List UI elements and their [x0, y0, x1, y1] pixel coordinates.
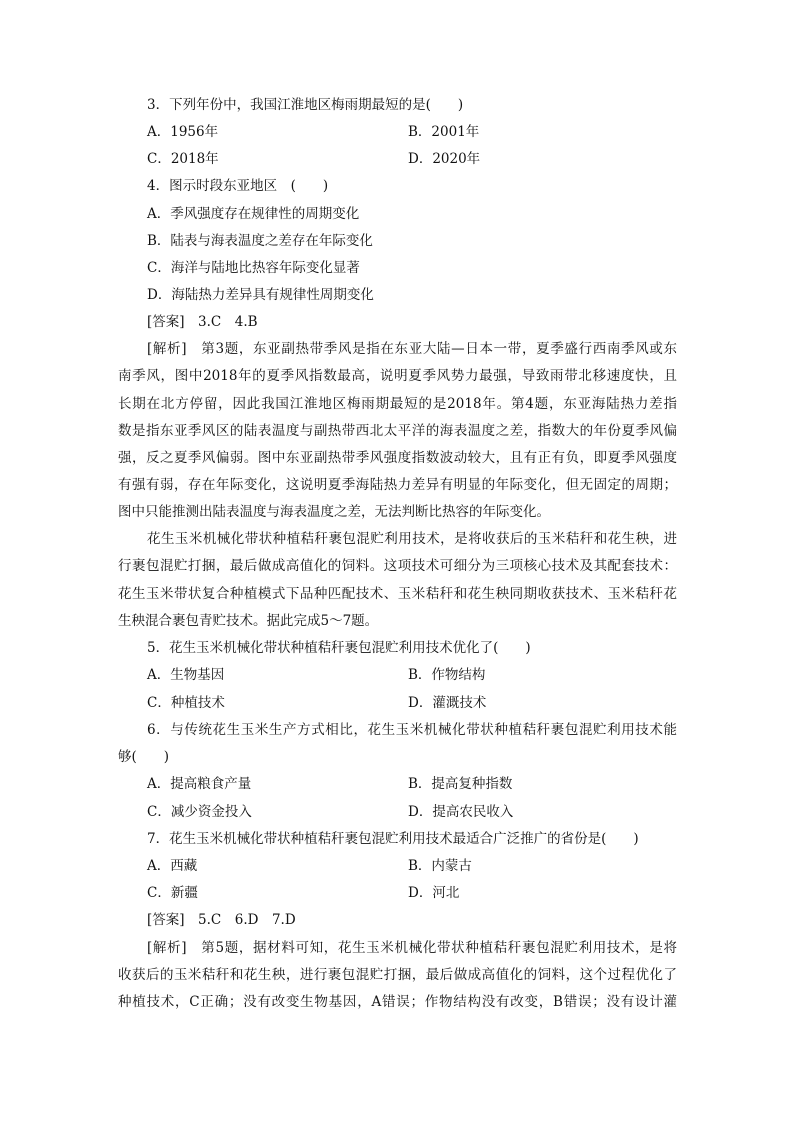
analysis-5-7-line: [解析] 第5题，据材料可知，花生玉米机械化带状种植秸秆裹包混贮利用技术，是将 [147, 940, 677, 956]
question-3-option-a: A．1956年 [147, 124, 219, 140]
question-3-stem: 3．下列年份中，我国江淮地区梅雨期最短的是( ) [147, 97, 464, 113]
answer-3-4: [答案] 3.C 4.B [147, 314, 258, 330]
question-6-option-b: B．提高复种指数 [408, 776, 513, 792]
question-3-option-b: B．2001年 [408, 124, 480, 140]
analysis-3-4-line: 有强有弱，存在年际变化，这说明夏季海陆热力差异有明显的年际变化，但无固定的周期； [118, 477, 677, 493]
material-paragraph-line: 花生玉米带状复合种植模式下品种匹配技术、玉米秸秆和花生秧同期收获技术、玉米秸秆花 [118, 586, 677, 602]
analysis-5-7-line: 种植技术，C正确；没有改变生物基因，A错误；作物结构没有改变，B错误；没有设计灌 [118, 994, 677, 1010]
question-6-option-c: C．减少资金投入 [147, 804, 252, 820]
question-5-option-c: C．种植技术 [147, 695, 225, 711]
question-7-stem: 7．花生玉米机械化带状种植秸秆裹包混贮利用技术最适合广泛推广的省份是( ) [147, 831, 639, 847]
analysis-3-4-line: 长期在北方停留，因此我国江淮地区梅雨期最短的是2018年。第4题，东亚海陆热力差指 [118, 396, 677, 412]
question-4-option-b: B．陆表与海表温度之差存在年际变化 [147, 233, 373, 249]
analysis-3-4-line: 强，反之夏季风偏弱。图中东亚副热带季风强度指数波动较大，且有正有负，即夏季风强度 [118, 450, 677, 466]
question-5-option-b: B．作物结构 [408, 667, 486, 683]
question-4-option-a: A．季风强度存在规律性的周期变化 [147, 206, 360, 222]
question-6-stem: 6．与传统花生玉米生产方式相比，花生玉米机械化带状种植秸秆裹包混贮利用技术能 [147, 722, 677, 738]
question-4-option-c: C．海洋与陆地比热容年际变化显著 [147, 260, 360, 276]
question-7-option-b: B．内蒙古 [408, 858, 472, 874]
material-paragraph-line: 行裹包混贮打捆，最后做成高值化的饲料。这项技术可细分为三项核心技术及其配套技术： [118, 558, 677, 574]
question-4-stem: 4．图示时段东亚地区 ( ) [147, 178, 329, 194]
question-3-option-c: C．2018年 [147, 151, 219, 167]
analysis-3-4-line: 南季风，图中2018年的夏季风指数最高，说明夏季风势力最强，导致雨带北移速度快，且 [118, 368, 677, 384]
analysis-3-4-line: 数是指东亚季风区的陆表温度与副热带西北太平洋的海表温度之差，指数大的年份夏季风偏 [118, 423, 677, 439]
analysis-5-7-line: 收获后的玉米秸秆和花生秧，进行裹包混贮打捆，最后做成高值化的饲料，这个过程优化了 [118, 967, 677, 983]
question-7-option-d: D．河北 [408, 885, 460, 901]
question-5-option-a: A．生物基因 [147, 667, 225, 683]
material-paragraph-line: 花生玉米机械化带状种植秸秆裹包混贮利用技术，是将收获后的玉米秸秆和花生秧，进 [147, 531, 677, 547]
question-7-option-a: A．西藏 [147, 858, 198, 874]
question-6-stem-continued: 够( ) [118, 749, 170, 765]
question-6-option-a: A．提高粮食产量 [147, 776, 252, 792]
material-paragraph-line: 生秧混合裹包青贮技术。据此完成5～7题。 [118, 613, 379, 629]
analysis-3-4-line: 图中只能推测出陆表温度与海表温度之差，无法判断比热容的年际变化。 [118, 504, 550, 520]
question-7-option-c: C．新疆 [147, 885, 198, 901]
question-5-stem: 5．花生玉米机械化带状种植秸秆裹包混贮利用技术优化了( ) [147, 640, 531, 656]
question-6-option-d: D．提高农民收入 [408, 804, 514, 820]
question-3-option-d: D．2020年 [408, 151, 481, 167]
question-5-option-d: D．灌溉技术 [408, 695, 487, 711]
analysis-3-4-line: [解析] 第3题，东亚副热带季风是指在东亚大陆—日本一带，夏季盛行西南季风或东 [147, 341, 677, 357]
answer-5-7: [答案] 5.C 6.D 7.D [147, 912, 296, 928]
question-4-option-d: D．海陆热力差异具有规律性周期变化 [147, 287, 374, 303]
